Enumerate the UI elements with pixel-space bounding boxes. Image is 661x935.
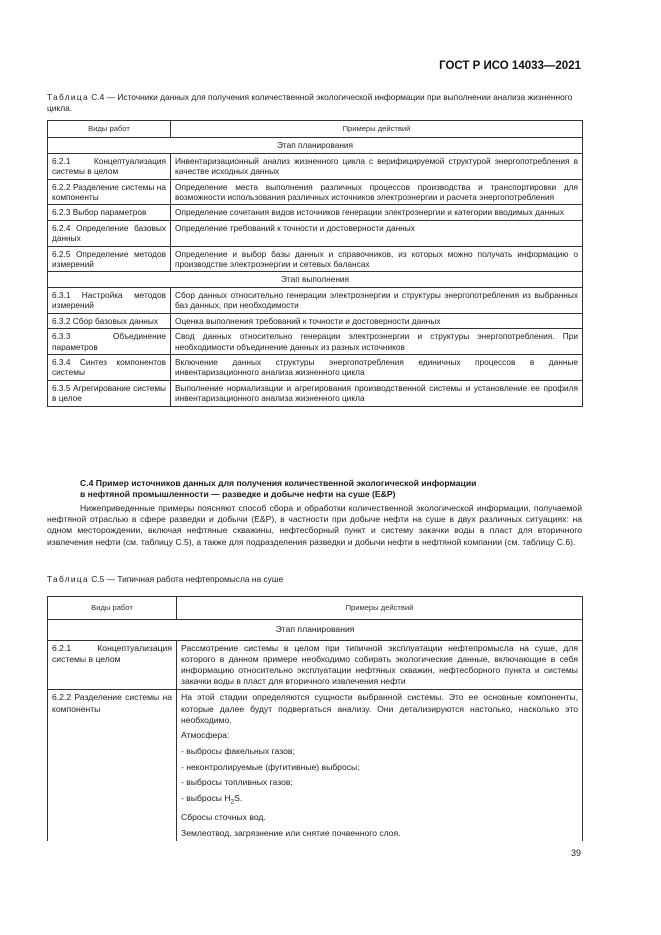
stage-row — [48, 272, 583, 287]
table-header-row — [48, 597, 583, 620]
table-c5-caption-text: С.5 — Типичная работа нефтепромысла на суше — [88, 574, 284, 584]
action-cell: Свод данных относительно генерации электроэнергии и структуры энергопотребления. При необходимости объединение данных из разных источников — [171, 329, 583, 355]
stage-planning: Этап планирования — [48, 620, 583, 640]
work-cell: 6.3.3 Объединение параметров — [48, 329, 171, 355]
table-row — [48, 380, 583, 406]
work-cell: 6.3.4 Синтез компонентов системы — [48, 354, 171, 380]
list-item: - выбросы факельных газов; — [181, 746, 295, 757]
table-c4 — [47, 120, 583, 407]
action-cell: Оценка выполнения требований к точности и достоверности данных — [171, 313, 583, 328]
work-cell: 6.3.2 Сбор базовых данных — [48, 313, 171, 328]
table-c4-caption — [47, 92, 587, 114]
table-row — [48, 246, 583, 272]
stage-row — [48, 138, 583, 153]
section-c4-paragraph: Нижеприведенные примеры поясняют способ сбора и обработки количественной экологической информации, получаемой нефтяной отраслью в сфере разведки и добычи (E&P), в частности при добыче нефти на суше в двух различных ситуациях: на одном месторождении, включая нефтяные скважины, нефтесборный пункт и систему закачки воды в пласт для вторичного извлечения нефти (см. таблицу С.5), а также для подразделения разведки и добычи нефти в нефтяной компании (см. таблицу С.6). — [47, 503, 582, 547]
document-code: ГОСТ Р ИСО 14033—2021 — [439, 60, 581, 72]
work-cell: 6.2.1 Концептуализация системы в целом — [48, 640, 177, 690]
action-cell: Определение и выбор базы данных и справочников, из которых можно получать информацию о производстве электроэнергии и сетевых балансах — [171, 246, 583, 272]
table-row — [48, 354, 583, 380]
work-cell: 6.3.1 Настройка методов измерений — [48, 287, 171, 313]
table-c4-caption-text: С.4 — Источники данных для получения количественной экологической информации при выполнении анализа жизненного цикла. — [47, 92, 573, 113]
action-cell: Определение сочетания видов источников генерации электроэнергии и категории вводимых данных — [171, 205, 583, 220]
table-row — [48, 220, 583, 246]
col-header-actions: Примеры действий — [177, 597, 583, 620]
work-cell: 6.2.1 Концептуализация системы в целом — [48, 153, 171, 179]
atmosphere-label: Атмосфера: — [181, 730, 230, 741]
table-row — [48, 640, 583, 690]
list-item — [181, 793, 578, 808]
land-line: Землеотвод, загрязнение или снятие почвенного слоя. — [181, 827, 401, 838]
action-cell: Инвентаризационный анализ жизненного цикла с верифицируемой структурой энергопотребления в качестве исходных данных — [171, 153, 583, 179]
table-row — [48, 153, 583, 179]
work-cell: 6.2.5 Определение методов измерений — [48, 246, 171, 272]
page-number: 39 — [570, 848, 581, 858]
stage-planning: Этап планирования — [48, 138, 583, 153]
h2s-subscript: 2 — [230, 798, 235, 806]
table-header-row — [48, 121, 583, 138]
list-item: - выбросы топливных газов; — [181, 777, 293, 788]
work-cell: 6.3.5 Агрегирование системы в целое — [48, 380, 171, 406]
work-cell: 6.2.2 Разделение системы на компоненты — [48, 690, 177, 841]
action-cell — [177, 690, 583, 841]
work-cell: 6.2.4 Определение базовых данных — [48, 220, 171, 246]
h2s-suffix: S. — [234, 792, 243, 803]
table-row — [48, 287, 583, 313]
table-c5 — [47, 596, 583, 841]
section-c4-heading — [80, 478, 580, 500]
table-c5-caption — [47, 574, 587, 585]
h2s-prefix: - выбросы H — [181, 792, 231, 803]
wastewater-line: Сбросы сточных вод. — [181, 812, 266, 823]
table-row — [48, 179, 583, 205]
action-cell: Выполнение нормализации и агрегирования производственной системы и установление ее профиля инвентаризационного анализа жизненного цикла — [171, 380, 583, 406]
stage-execution: Этап выполнения — [48, 272, 583, 287]
col-header-work: Виды работ — [48, 597, 177, 620]
table-row — [48, 329, 583, 355]
action-cell: Определение требований к точности и достоверности данных — [171, 220, 583, 246]
action-cell: Включение данных структуры энергопотребления единичных процессов в данные инвентаризационного анализа жизненного цикла — [171, 354, 583, 380]
table-c5-caption-label: Таблица — [47, 574, 89, 584]
table-row — [48, 313, 583, 328]
table-row — [48, 690, 583, 841]
list-item: - неконтролируемые (фугитивные) выбросы; — [181, 761, 360, 772]
col-header-work: Виды работ — [48, 121, 171, 138]
col-header-actions: Примеры действий — [171, 121, 583, 138]
section-c4-heading-line2: в нефтяной промышленности — разведке и добыче нефти на суше (E&P) — [80, 489, 396, 499]
stage-row — [48, 620, 583, 640]
components-intro: На этой стадии определяются сущности выбранной системы. Это ее основные компоненты, которые далее будут подвергаться анализу. Они детализируются настолько, насколько это необходимо. — [181, 692, 578, 725]
work-cell: 6.2.2 Разделение системы на компоненты — [48, 179, 171, 205]
action-cell: Сбор данных относительно генерации электроэнергии и структуры энергопотребления из выбранных баз данных, при необходимости — [171, 287, 583, 313]
section-c4-heading-line1: С.4 Пример источников данных для получения количественной экологической информации — [80, 478, 477, 488]
table-row — [48, 205, 583, 220]
action-cell: Рассмотрение системы в целом при типичной эксплуатации нефтепромысла на суше, для которого в данном примере необходимо собирать экологические данные, включающие в себя информацию относительно эксплуатации нефтяных скважин, нефтесборного пункта и системы закачки воды в пласт для вторичного извлечения нефти — [177, 640, 583, 690]
action-cell: Определение места выполнения различных процессов производства и транспортировки для возможности использования различных источников электроэнергии и расчета энергопотребления — [171, 179, 583, 205]
work-cell: 6.2.3 Выбор параметров — [48, 205, 171, 220]
table-c4-caption-label: Таблица — [47, 92, 89, 102]
